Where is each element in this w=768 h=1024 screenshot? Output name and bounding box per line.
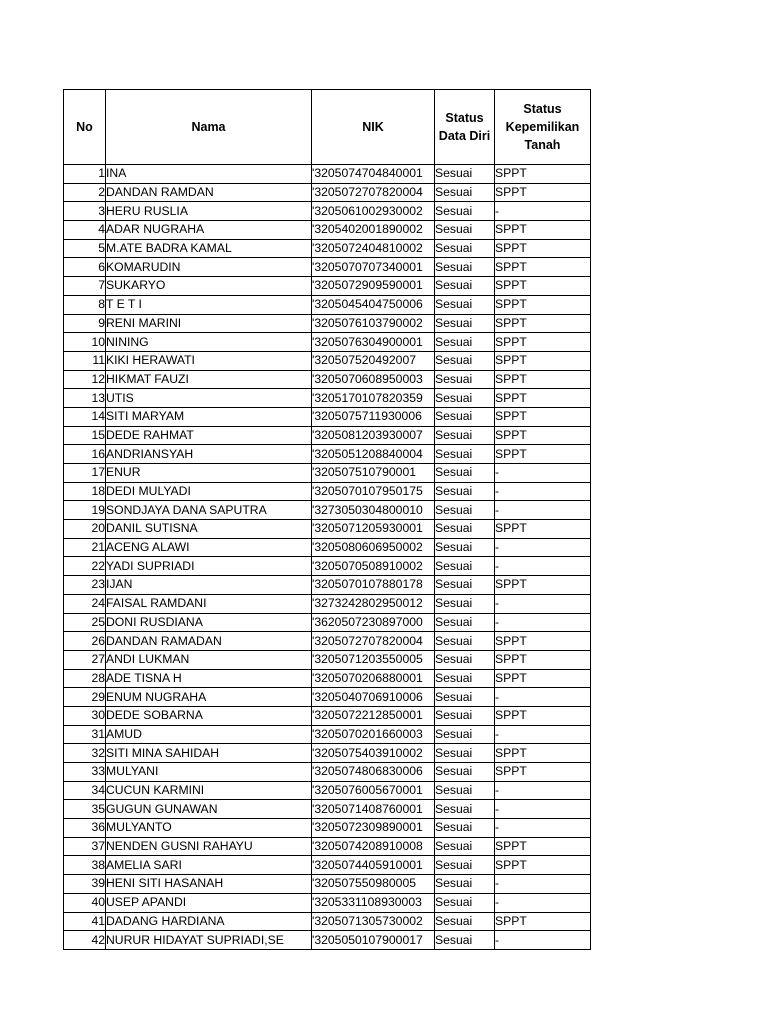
cell-status-data-diri: Sesuai <box>435 837 495 856</box>
cell-nik: '3205072707820004 <box>312 183 435 202</box>
cell-nik: '3205075711930006 <box>312 407 435 426</box>
cell-nik: '3205040706910006 <box>312 688 435 707</box>
cell-no: 1 <box>64 165 106 184</box>
cell-nama: AMELIA SARI <box>106 856 312 875</box>
cell-status-kepemilikan-tanah: SPPT <box>495 239 591 258</box>
cell-nama: ANDI LUKMAN <box>106 650 312 669</box>
cell-status-kepemilikan-tanah: - <box>495 931 591 950</box>
cell-no: 42 <box>64 931 106 950</box>
cell-status-data-diri: Sesuai <box>435 314 495 333</box>
cell-no: 5 <box>64 239 106 258</box>
cell-status-kepemilikan-tanah: SPPT <box>495 576 591 595</box>
cell-status-kepemilikan-tanah: SPPT <box>495 407 591 426</box>
table-row <box>64 650 591 669</box>
table-header <box>64 90 591 165</box>
cell-status-data-diri: Sesuai <box>435 407 495 426</box>
cell-nik: '3205076304900001 <box>312 333 435 352</box>
cell-nama: GUGUN GUNAWAN <box>106 800 312 819</box>
cell-status-kepemilikan-tanah: SPPT <box>495 426 591 445</box>
cell-nik: '3205074208910008 <box>312 837 435 856</box>
table-row <box>64 239 591 258</box>
cell-no: 39 <box>64 875 106 894</box>
header-nama: Nama <box>106 90 312 165</box>
cell-no: 14 <box>64 407 106 426</box>
cell-status-kepemilikan-tanah: SPPT <box>495 258 591 277</box>
cell-no: 18 <box>64 482 106 501</box>
cell-nama: ACENG ALAWI <box>106 538 312 557</box>
cell-status-kepemilikan-tanah: - <box>495 893 591 912</box>
cell-no: 36 <box>64 819 106 838</box>
cell-no: 8 <box>64 295 106 314</box>
table-row <box>64 165 591 184</box>
table-row <box>64 183 591 202</box>
cell-nik: '3205071205930001 <box>312 520 435 539</box>
cell-no: 10 <box>64 333 106 352</box>
cell-status-kepemilikan-tanah: - <box>495 557 591 576</box>
cell-no: 27 <box>64 650 106 669</box>
cell-nama: MULYANTO <box>106 819 312 838</box>
cell-nama: NINING <box>106 333 312 352</box>
table-row <box>64 725 591 744</box>
cell-nik: '3205331108930003 <box>312 893 435 912</box>
cell-nik: '3205070508910002 <box>312 557 435 576</box>
cell-status-data-diri: Sesuai <box>435 688 495 707</box>
cell-nama: IJAN <box>106 576 312 595</box>
table-row <box>64 464 591 483</box>
cell-nama: DANDAN RAMDAN <box>106 183 312 202</box>
cell-status-kepemilikan-tanah: SPPT <box>495 650 591 669</box>
cell-status-data-diri: Sesuai <box>435 165 495 184</box>
cell-status-data-diri: Sesuai <box>435 445 495 464</box>
cell-status-data-diri: Sesuai <box>435 258 495 277</box>
cell-nama: DADANG HARDIANA <box>106 912 312 931</box>
cell-status-kepemilikan-tanah: SPPT <box>495 333 591 352</box>
cell-no: 15 <box>64 426 106 445</box>
cell-status-data-diri: Sesuai <box>435 295 495 314</box>
table-row <box>64 706 591 725</box>
cell-status-kepemilikan-tanah: SPPT <box>495 632 591 651</box>
cell-nama: ADE TISNA H <box>106 669 312 688</box>
cell-nama: USEP APANDI <box>106 893 312 912</box>
cell-no: 30 <box>64 706 106 725</box>
cell-status-kepemilikan-tanah: SPPT <box>495 221 591 240</box>
table-row <box>64 688 591 707</box>
cell-status-data-diri: Sesuai <box>435 613 495 632</box>
cell-nik: '3205076005670001 <box>312 781 435 800</box>
cell-no: 4 <box>64 221 106 240</box>
cell-status-data-diri: Sesuai <box>435 351 495 370</box>
cell-nama: ANDRIANSYAH <box>106 445 312 464</box>
table-row <box>64 912 591 931</box>
cell-status-data-diri: Sesuai <box>435 576 495 595</box>
cell-nik: '3205074405910001 <box>312 856 435 875</box>
cell-status-kepemilikan-tanah: - <box>495 538 591 557</box>
cell-status-kepemilikan-tanah: SPPT <box>495 165 591 184</box>
cell-nama: AMUD <box>106 725 312 744</box>
cell-status-data-diri: Sesuai <box>435 893 495 912</box>
cell-status-data-diri: Sesuai <box>435 557 495 576</box>
cell-no: 9 <box>64 314 106 333</box>
table-row <box>64 557 591 576</box>
cell-status-data-diri: Sesuai <box>435 538 495 557</box>
cell-status-data-diri: Sesuai <box>435 763 495 782</box>
table-row <box>64 370 591 389</box>
cell-nama: DEDE RAHMAT <box>106 426 312 445</box>
cell-no: 7 <box>64 277 106 296</box>
cell-no: 23 <box>64 576 106 595</box>
table-row <box>64 893 591 912</box>
cell-status-data-diri: Sesuai <box>435 744 495 763</box>
table-row <box>64 333 591 352</box>
table-row <box>64 856 591 875</box>
cell-status-data-diri: Sesuai <box>435 389 495 408</box>
cell-nik: '3205070201660003 <box>312 725 435 744</box>
header-status-kepemilikan-tanah: Status Kepemilikan Tanah <box>495 90 591 165</box>
cell-status-kepemilikan-tanah: SPPT <box>495 277 591 296</box>
cell-nama: KOMARUDIN <box>106 258 312 277</box>
header-row <box>64 90 591 165</box>
cell-nama: ENUR <box>106 464 312 483</box>
cell-no: 38 <box>64 856 106 875</box>
cell-nama: NENDEN GUSNI RAHAYU <box>106 837 312 856</box>
table-row <box>64 482 591 501</box>
cell-nik: '3273050304800010 <box>312 501 435 520</box>
cell-no: 35 <box>64 800 106 819</box>
cell-no: 3 <box>64 202 106 221</box>
table-row <box>64 389 591 408</box>
cell-nik: '3205070707340001 <box>312 258 435 277</box>
cell-nama: MULYANI <box>106 763 312 782</box>
cell-status-data-diri: Sesuai <box>435 650 495 669</box>
cell-nik: '3205072309890001 <box>312 819 435 838</box>
cell-no: 12 <box>64 370 106 389</box>
cell-no: 40 <box>64 893 106 912</box>
cell-no: 22 <box>64 557 106 576</box>
table-row <box>64 277 591 296</box>
cell-nik: '3205045404750006 <box>312 295 435 314</box>
cell-nik: '3205170107820359 <box>312 389 435 408</box>
cell-status-data-diri: Sesuai <box>435 725 495 744</box>
cell-nik: '3205072707820004 <box>312 632 435 651</box>
table-row <box>64 501 591 520</box>
table-row <box>64 538 591 557</box>
cell-status-kepemilikan-tanah: - <box>495 688 591 707</box>
cell-no: 20 <box>64 520 106 539</box>
table-body <box>64 165 591 950</box>
table-row <box>64 594 591 613</box>
cell-status-kepemilikan-tanah: SPPT <box>495 669 591 688</box>
cell-nik: '3205071408760001 <box>312 800 435 819</box>
cell-status-data-diri: Sesuai <box>435 781 495 800</box>
cell-nama: HERU RUSLIA <box>106 202 312 221</box>
cell-nik: '3620507230897000 <box>312 613 435 632</box>
cell-nama: DEDI MULYADI <box>106 482 312 501</box>
cell-status-data-diri: Sesuai <box>435 819 495 838</box>
cell-nama: T E T I <box>106 295 312 314</box>
cell-status-data-diri: Sesuai <box>435 370 495 389</box>
cell-status-kepemilikan-tanah: SPPT <box>495 295 591 314</box>
cell-nik: '3205072212850001 <box>312 706 435 725</box>
cell-status-data-diri: Sesuai <box>435 277 495 296</box>
table-row <box>64 407 591 426</box>
cell-nik: '3205061002930002 <box>312 202 435 221</box>
table-row <box>64 351 591 370</box>
cell-nik: '3205050107900017 <box>312 931 435 950</box>
cell-status-data-diri: Sesuai <box>435 632 495 651</box>
cell-status-kepemilikan-tanah: SPPT <box>495 744 591 763</box>
cell-no: 2 <box>64 183 106 202</box>
table-row <box>64 576 591 595</box>
cell-status-kepemilikan-tanah: SPPT <box>495 912 591 931</box>
cell-no: 31 <box>64 725 106 744</box>
table-row <box>64 819 591 838</box>
cell-nik: '3205072404810002 <box>312 239 435 258</box>
cell-no: 34 <box>64 781 106 800</box>
cell-status-kepemilikan-tanah: - <box>495 594 591 613</box>
table-row <box>64 875 591 894</box>
table-row <box>64 837 591 856</box>
cell-nik: '320507510790001 <box>312 464 435 483</box>
cell-status-data-diri: Sesuai <box>435 183 495 202</box>
cell-status-kepemilikan-tanah: - <box>495 482 591 501</box>
cell-nama: FAISAL RAMDANI <box>106 594 312 613</box>
cell-nama: HENI SITI HASANAH <box>106 875 312 894</box>
cell-nama: INA <box>106 165 312 184</box>
cell-no: 19 <box>64 501 106 520</box>
cell-nama: SITI MINA SAHIDAH <box>106 744 312 763</box>
cell-no: 33 <box>64 763 106 782</box>
cell-nama: YADI SUPRIADI <box>106 557 312 576</box>
table-row <box>64 426 591 445</box>
table-row <box>64 445 591 464</box>
cell-nama: DONI RUSDIANA <box>106 613 312 632</box>
cell-status-kepemilikan-tanah: - <box>495 501 591 520</box>
cell-nik: '3205072909590001 <box>312 277 435 296</box>
cell-no: 6 <box>64 258 106 277</box>
cell-nik: '3205070107950175 <box>312 482 435 501</box>
table-row <box>64 221 591 240</box>
cell-nik: '3205070608950003 <box>312 370 435 389</box>
header-no: No <box>64 90 106 165</box>
header-status-data-diri: Status Data Diri <box>435 90 495 165</box>
cell-status-data-diri: Sesuai <box>435 520 495 539</box>
cell-status-kepemilikan-tanah: SPPT <box>495 837 591 856</box>
cell-status-kepemilikan-tanah: SPPT <box>495 763 591 782</box>
cell-nama: ENUM NUGRAHA <box>106 688 312 707</box>
cell-no: 37 <box>64 837 106 856</box>
cell-no: 25 <box>64 613 106 632</box>
cell-status-kepemilikan-tanah: - <box>495 800 591 819</box>
cell-nama: KIKI HERAWATI <box>106 351 312 370</box>
cell-no: 32 <box>64 744 106 763</box>
cell-nik: '3205076103790002 <box>312 314 435 333</box>
cell-status-data-diri: Sesuai <box>435 856 495 875</box>
cell-nik: '3205071305730002 <box>312 912 435 931</box>
cell-status-data-diri: Sesuai <box>435 931 495 950</box>
cell-nama: CUCUN KARMINI <box>106 781 312 800</box>
cell-status-kepemilikan-tanah: - <box>495 464 591 483</box>
cell-nik: '320507520492007 <box>312 351 435 370</box>
cell-nama: UTIS <box>106 389 312 408</box>
cell-nama: NURUR HIDAYAT SUPRIADI,SE <box>106 931 312 950</box>
cell-nik: '3205402001890002 <box>312 221 435 240</box>
cell-status-data-diri: Sesuai <box>435 669 495 688</box>
cell-nik: '3205071203550005 <box>312 650 435 669</box>
cell-status-data-diri: Sesuai <box>435 594 495 613</box>
cell-no: 26 <box>64 632 106 651</box>
cell-nik: '320507550980005 <box>312 875 435 894</box>
cell-no: 29 <box>64 688 106 707</box>
cell-status-data-diri: Sesuai <box>435 239 495 258</box>
table-row <box>64 800 591 819</box>
cell-status-kepemilikan-tanah: SPPT <box>495 520 591 539</box>
cell-status-kepemilikan-tanah: - <box>495 202 591 221</box>
cell-status-kepemilikan-tanah: SPPT <box>495 856 591 875</box>
cell-no: 21 <box>64 538 106 557</box>
cell-nama: M.ATE BADRA KAMAL <box>106 239 312 258</box>
cell-nik: '3273242802950012 <box>312 594 435 613</box>
cell-nik: '3205074806830006 <box>312 763 435 782</box>
cell-status-kepemilikan-tanah: - <box>495 875 591 894</box>
cell-status-kepemilikan-tanah: SPPT <box>495 445 591 464</box>
cell-status-kepemilikan-tanah: SPPT <box>495 389 591 408</box>
table-row <box>64 744 591 763</box>
table-row <box>64 931 591 950</box>
cell-no: 41 <box>64 912 106 931</box>
cell-status-kepemilikan-tanah: - <box>495 781 591 800</box>
cell-nik: '3205081203930007 <box>312 426 435 445</box>
cell-nik: '3205051208840004 <box>312 445 435 464</box>
cell-status-kepemilikan-tanah: - <box>495 725 591 744</box>
cell-nik: '3205074704840001 <box>312 165 435 184</box>
cell-status-data-diri: Sesuai <box>435 706 495 725</box>
cell-no: 16 <box>64 445 106 464</box>
cell-nama: RENI MARINI <box>106 314 312 333</box>
cell-status-data-diri: Sesuai <box>435 202 495 221</box>
table-row <box>64 520 591 539</box>
table-row <box>64 781 591 800</box>
header-nik: NIK <box>312 90 435 165</box>
cell-status-data-diri: Sesuai <box>435 333 495 352</box>
cell-nama: DEDE SOBARNA <box>106 706 312 725</box>
table-row <box>64 202 591 221</box>
cell-status-data-diri: Sesuai <box>435 800 495 819</box>
cell-nama: SUKARYO <box>106 277 312 296</box>
cell-status-kepemilikan-tanah: SPPT <box>495 370 591 389</box>
cell-status-data-diri: Sesuai <box>435 221 495 240</box>
cell-status-kepemilikan-tanah: - <box>495 613 591 632</box>
table-row <box>64 669 591 688</box>
cell-no: 28 <box>64 669 106 688</box>
cell-nama: SONDJAYA DANA SAPUTRA <box>106 501 312 520</box>
cell-nama: DANDAN RAMADAN <box>106 632 312 651</box>
table-row <box>64 314 591 333</box>
cell-status-data-diri: Sesuai <box>435 464 495 483</box>
cell-nama: HIKMAT FAUZI <box>106 370 312 389</box>
cell-no: 13 <box>64 389 106 408</box>
cell-nama: ADAR NUGRAHA <box>106 221 312 240</box>
cell-nama: DANIL SUTISNA <box>106 520 312 539</box>
cell-status-data-diri: Sesuai <box>435 875 495 894</box>
cell-status-data-diri: Sesuai <box>435 482 495 501</box>
data-table <box>63 89 591 950</box>
cell-nik: '3205075403910002 <box>312 744 435 763</box>
cell-nama: SITI MARYAM <box>106 407 312 426</box>
cell-no: 24 <box>64 594 106 613</box>
cell-nik: '3205070107880178 <box>312 576 435 595</box>
cell-nik: '3205080606950002 <box>312 538 435 557</box>
table-row <box>64 295 591 314</box>
table-row <box>64 258 591 277</box>
table-row <box>64 763 591 782</box>
cell-no: 11 <box>64 351 106 370</box>
table-row <box>64 632 591 651</box>
table-row <box>64 613 591 632</box>
cell-no: 17 <box>64 464 106 483</box>
cell-status-kepemilikan-tanah: SPPT <box>495 183 591 202</box>
cell-status-kepemilikan-tanah: SPPT <box>495 314 591 333</box>
cell-status-data-diri: Sesuai <box>435 426 495 445</box>
cell-status-kepemilikan-tanah: SPPT <box>495 351 591 370</box>
cell-status-kepemilikan-tanah: SPPT <box>495 706 591 725</box>
cell-status-data-diri: Sesuai <box>435 912 495 931</box>
cell-status-data-diri: Sesuai <box>435 501 495 520</box>
cell-status-kepemilikan-tanah: - <box>495 819 591 838</box>
cell-nik: '3205070206880001 <box>312 669 435 688</box>
